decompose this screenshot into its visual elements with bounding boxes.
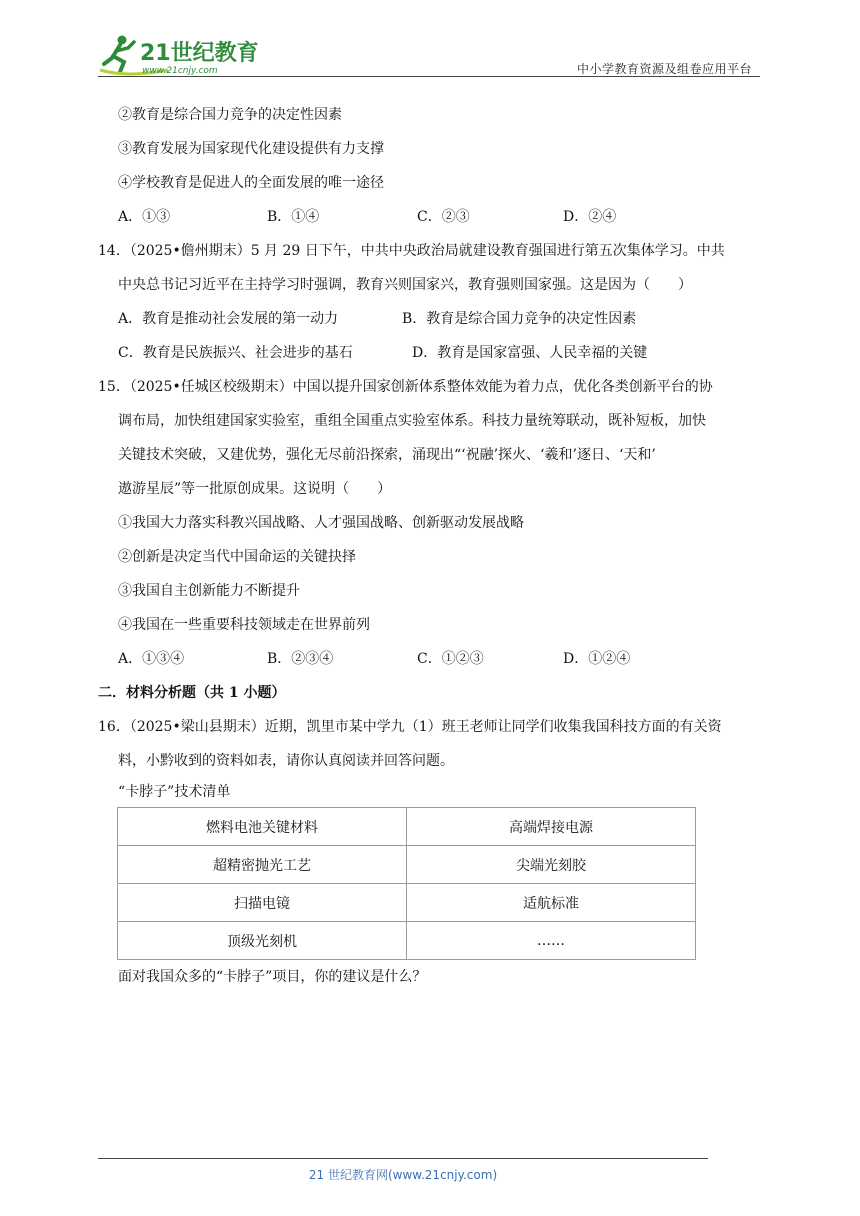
table-cell: 扫描电镜 <box>118 884 407 922</box>
q14-stem-line-2: 中央总书记习近平在主持学习时强调，教育兴则国家兴，教育强则国家强。这是因为（ ） <box>118 277 692 293</box>
q13-option-c[interactable]: C．②③ <box>417 209 470 225</box>
q13-item-4: ④学校教育是促进人的全面发展的唯一途径 <box>118 175 384 191</box>
q15-option-d[interactable]: D．①②④ <box>563 651 631 667</box>
table-row <box>118 808 696 846</box>
table-row <box>118 884 696 922</box>
q15-stem-line-4: 遨游星辰”等一批原创成果。这说明（ ） <box>118 481 392 497</box>
table-title: “卡脖子”技术清单 <box>118 784 231 800</box>
q13-option-b[interactable]: B．①④ <box>267 209 320 225</box>
q15-item-1: ①我国大力落实科教兴国战略、人才强国战略、创新驱动发展战略 <box>118 515 524 531</box>
table-cell: 高端焊接电源 <box>407 808 696 846</box>
svg-text:21世纪教育: 21世纪教育 <box>140 41 259 66</box>
table-cell: 尖端光刻胶 <box>407 846 696 884</box>
table-row <box>118 846 696 884</box>
q14-stem-line-1: 14．（2025•儋州期末）5 月 29 日下午，中共中央政治局就建设教育强国进行第五次集体学习。中共 <box>98 243 725 259</box>
q15-option-c[interactable]: C．①②③ <box>417 651 484 667</box>
tech-list-table <box>117 807 696 960</box>
q14-option-a[interactable]: A．教育是推动社会发展的第一动力 <box>118 311 339 327</box>
q15-stem-line-1: 15．（2025•任城区校级期末）中国以提升国家创新体系整体效能为着力点，优化各类创新平台的协 <box>98 379 713 395</box>
header-divider <box>98 76 760 77</box>
q13-item-2: ②教育是综合国力竞争的决定性因素 <box>118 107 342 123</box>
q14-option-b[interactable]: B．教育是综合国力竞争的决定性因素 <box>402 311 637 327</box>
table-cell: …… <box>407 922 696 960</box>
q15-option-a[interactable]: A．①③④ <box>118 651 185 667</box>
footer-link[interactable]: 21 世纪教育网(www.21cnjy.com) <box>308 1168 498 1182</box>
q15-stem-line-2: 调布局，加快组建国家实验室，重组全国重点实验室体系。科技力量统筹联动，既补短板，加快 <box>118 413 706 429</box>
table-cell: 顶级光刻机 <box>118 922 407 960</box>
svg-text:www.21cnjy.com: www.21cnjy.com <box>142 66 218 76</box>
q16-stem-line-1: 16．（2025•梁山县期末）近期，凯里市某中学九（1）班王老师让同学们收集我国科技方面的有关资 <box>98 719 722 735</box>
table-cell: 适航标准 <box>407 884 696 922</box>
footer-divider <box>98 1158 708 1159</box>
q15-item-3: ③我国自主创新能力不断提升 <box>118 583 300 599</box>
q15-item-4: ④我国在一些重要科技领域走在世界前列 <box>118 617 370 633</box>
q16-question: 面对我国众多的“卡脖子”项目，你的建议是什么？ <box>118 969 427 985</box>
q15-stem-line-3: 关键技术突破，又建优势，强化无尽前沿探索，涌现出“‘祝融’探火、‘羲和’逐日、‘天和’ <box>118 447 656 463</box>
table-cell: 燃料电池关键材料 <box>118 808 407 846</box>
page-header <box>98 34 760 80</box>
q13-item-3: ③教育发展为国家现代化建设提供有力支撑 <box>118 141 384 157</box>
q14-option-c[interactable]: C．教育是民族振兴、社会进步的基石 <box>118 345 353 361</box>
q16-stem-line-2: 料，小黔收到的资料如表，请你认真阅读并回答问题。 <box>118 753 454 769</box>
table-row <box>118 922 696 960</box>
q15-option-b[interactable]: B．②③④ <box>267 651 334 667</box>
site-logo <box>98 34 268 78</box>
q13-option-d[interactable]: D．②④ <box>563 209 617 225</box>
table-cell: 超精密抛光工艺 <box>118 846 407 884</box>
q13-option-a[interactable]: A．①③ <box>118 209 171 225</box>
section-title: 二．材料分析题（共 1 小题） <box>98 685 286 701</box>
platform-name: 中小学教育资源及组卷应用平台 <box>576 62 752 76</box>
q14-option-d[interactable]: D．教育是国家富强、人民幸福的关键 <box>412 345 648 361</box>
q15-item-2: ②创新是决定当代中国命运的关键抉择 <box>118 549 356 565</box>
